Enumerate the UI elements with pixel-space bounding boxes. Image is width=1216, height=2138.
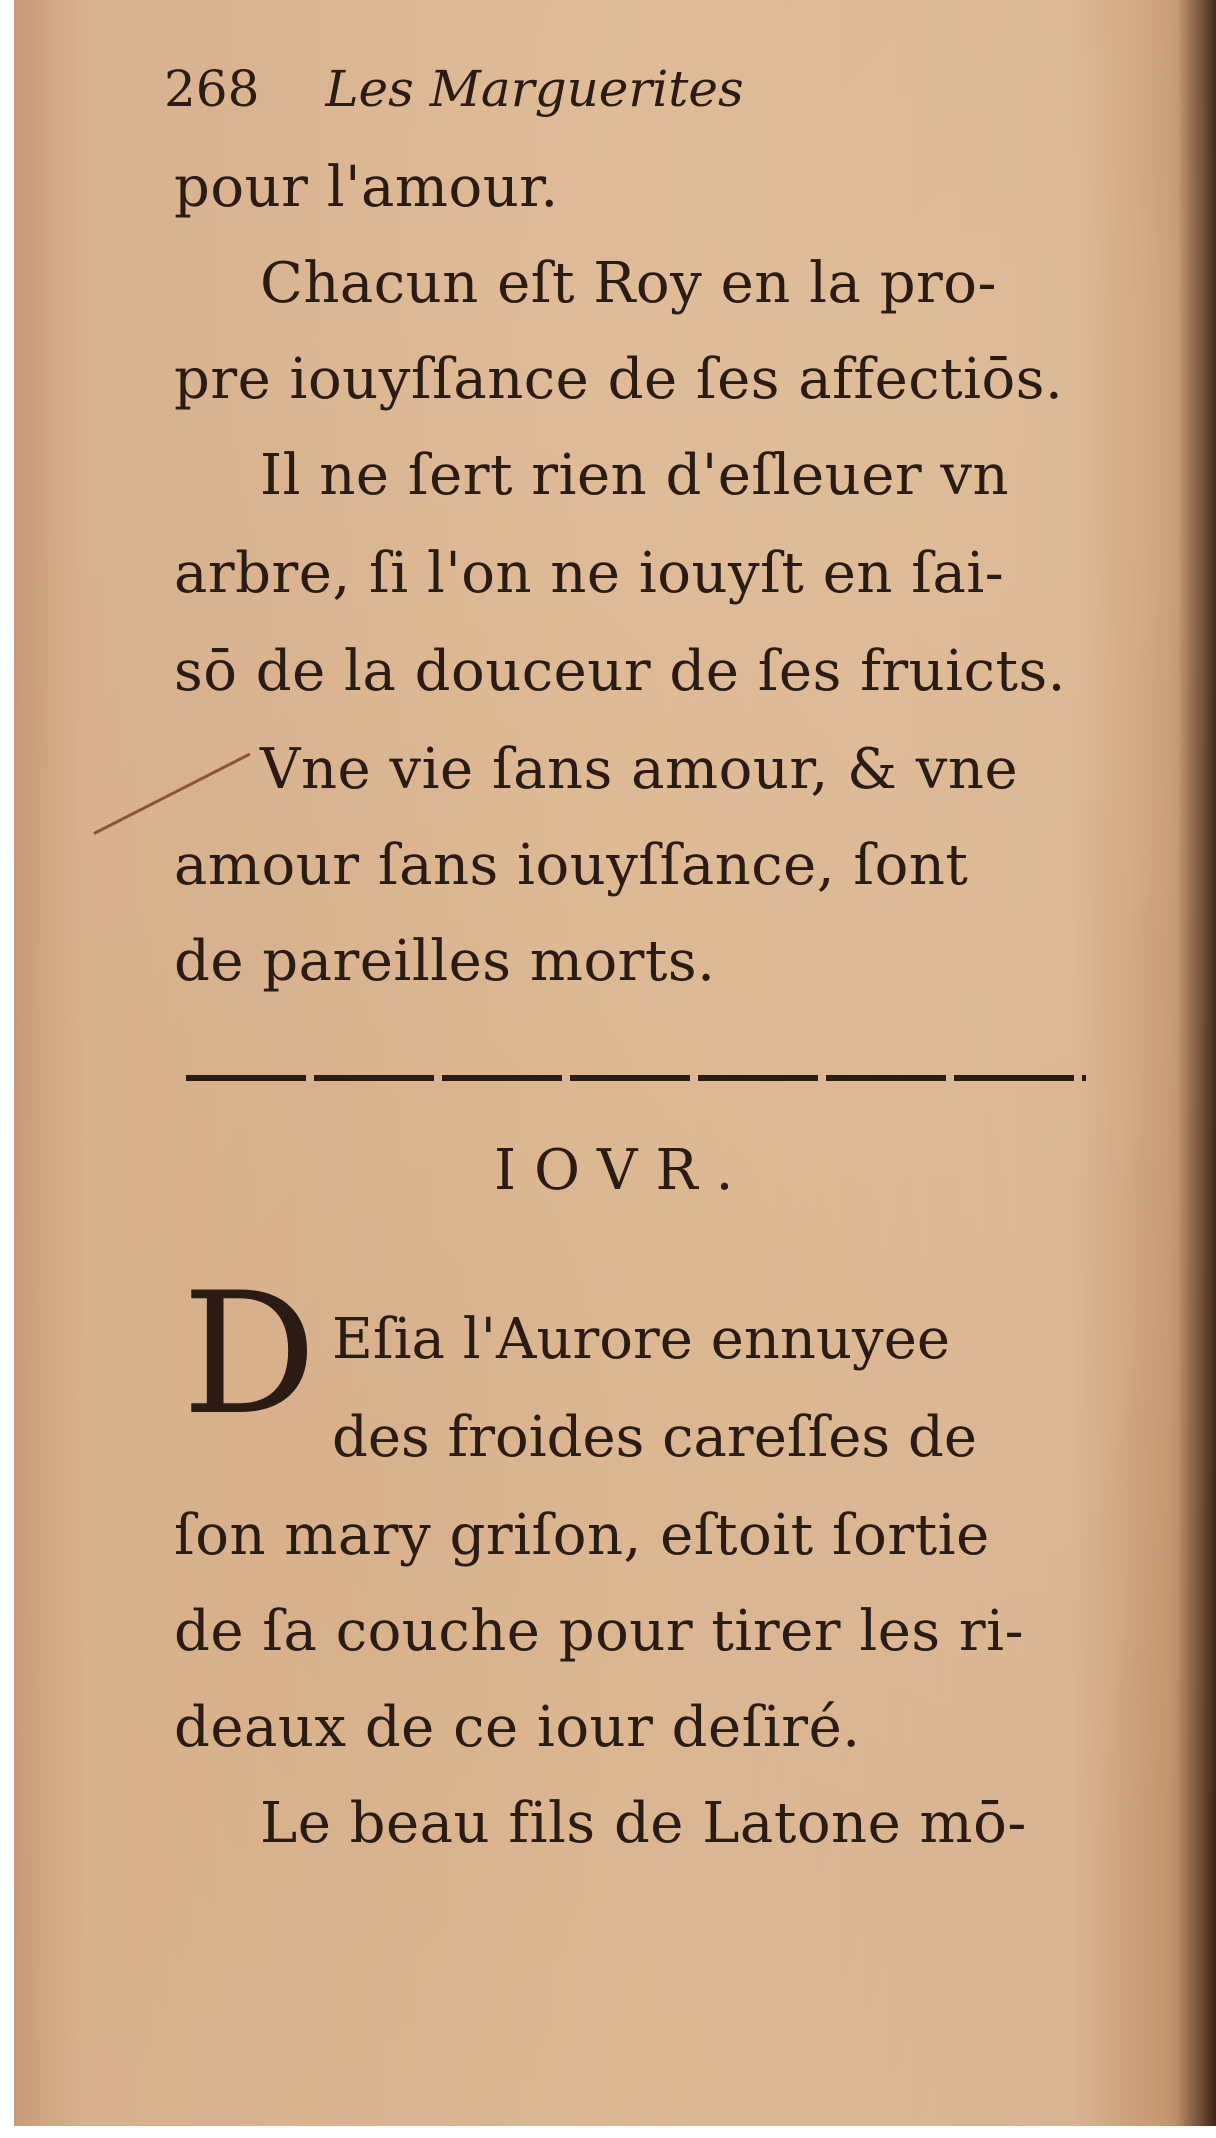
text-line: pre iouyſſance de ſes affectiōs.: [174, 347, 1064, 412]
book-page: [14, 0, 1216, 2126]
text-line: arbre, ſi l'on ne iouyſt en ſai-: [174, 541, 1005, 606]
text-line: pour l'amour.: [174, 155, 559, 220]
text-line: Vne vie ſans amour, & vne: [260, 737, 1019, 802]
text-line: deaux de ce iour deſiré.: [174, 1695, 861, 1760]
section-title: IOVR.: [494, 1138, 752, 1203]
section-divider-rule: [186, 1075, 1086, 1081]
page-number: 268: [164, 60, 260, 118]
text-line: de pareilles morts.: [174, 929, 716, 994]
text-line: Chacun eſt Roy en la pro-: [260, 251, 997, 316]
text-line: amour ſans iouyſſance, ſont: [174, 833, 969, 898]
text-line: Le beau fils de Latone mō-: [260, 1791, 1027, 1856]
text-line: Eſia l'Aurore ennuyee: [332, 1307, 950, 1372]
page-edge-shadow: [1178, 0, 1216, 2126]
text-line: ſon mary griſon, eſtoit ſortie: [174, 1503, 990, 1568]
text-line: des froides careſſes de: [332, 1405, 977, 1470]
text-line: Il ne ſert rien d'eſleuer vn: [260, 443, 1010, 508]
running-head: [164, 60, 744, 118]
text-line: sō de la douceur de ſes fruicts.: [174, 639, 1066, 704]
ink-stroke-mark: [93, 753, 250, 835]
text-line: de ſa couche pour tirer les ri-: [174, 1599, 1025, 1664]
drop-capital: D: [182, 1256, 317, 1452]
running-title: Les Marguerites: [325, 60, 744, 118]
